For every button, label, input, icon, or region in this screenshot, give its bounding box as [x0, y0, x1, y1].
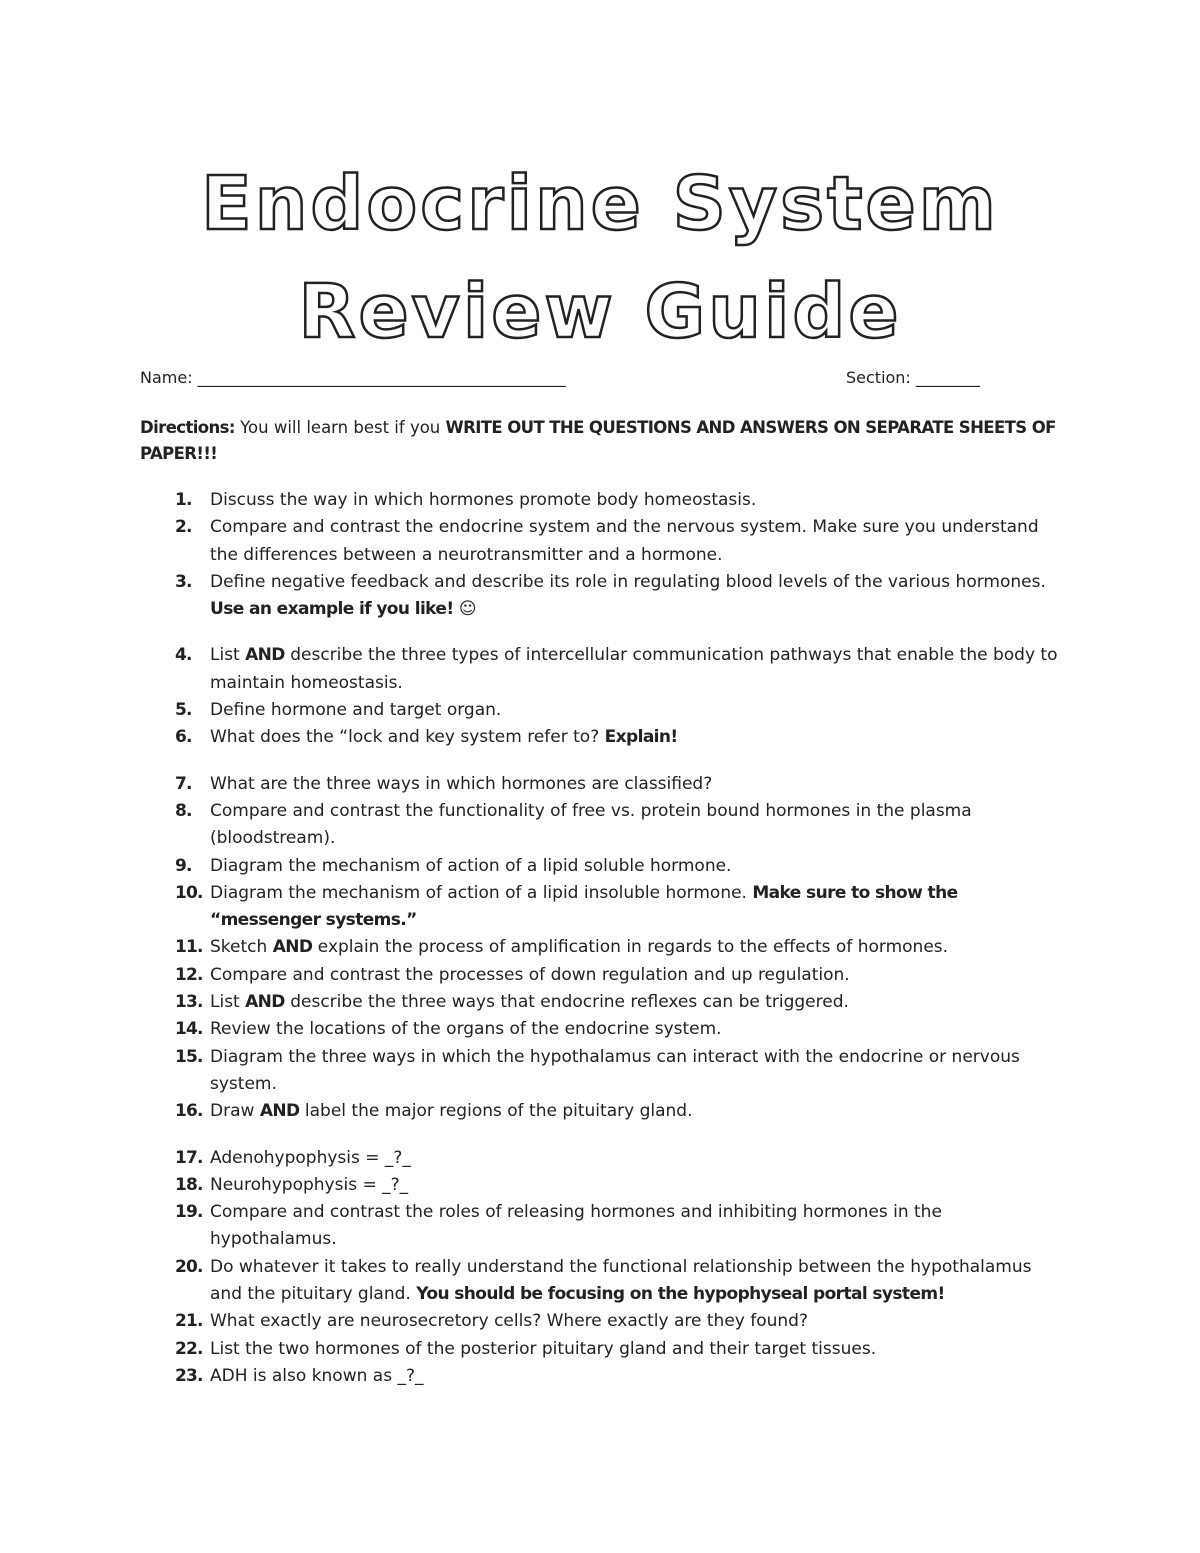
question-item — [140, 1145, 1060, 1172]
question-item — [140, 642, 1060, 697]
directions-label: Directions: — [140, 418, 235, 437]
question-number: 19. — [175, 1202, 203, 1223]
question-emphasis: AND — [272, 937, 313, 958]
question-text: List the two hormones of the posterior pituitary gland and their target tissues. — [210, 1338, 877, 1359]
directions-emphasis: WRITE OUT THE QUESTIONS AND ANSWERS ON SEPARATE SHEETS OF PAPER!!! — [140, 418, 1056, 463]
question-item — [140, 569, 1060, 624]
question-text: Compare and contrast the functionality of free vs. protein bound hormones in the plasma (bloodstream). — [210, 800, 972, 849]
question-number: 6. — [175, 727, 192, 748]
question-text: Review the locations of the organs of the endocrine system. — [210, 1019, 722, 1040]
question-number: 21. — [175, 1311, 203, 1332]
directions — [140, 415, 1070, 467]
question-number: 20. — [175, 1256, 203, 1277]
question-text: label the major regions of the pituitary gland. — [299, 1101, 693, 1122]
question-text: Discuss the way in which hormones promote body homeostasis. — [210, 490, 757, 510]
question-number: 5. — [175, 700, 192, 721]
question-text: Adenohypophysis = _?_ — [210, 1147, 411, 1168]
question-number: 7. — [175, 773, 192, 794]
question-number: 13. — [175, 992, 203, 1013]
title-line-1: Endocrine System — [201, 161, 999, 247]
question-number: 15. — [175, 1046, 203, 1067]
question-number: 9. — [175, 855, 192, 876]
question-emphasis: Explain! — [604, 727, 678, 748]
question-item — [140, 853, 1060, 880]
question-number: 12. — [175, 964, 203, 985]
question-item — [140, 989, 1060, 1016]
question-item — [140, 487, 1060, 514]
question-list — [140, 487, 1060, 1390]
name-field[interactable]: Name: ______________________________________________ — [140, 368, 566, 387]
question-number: 16. — [175, 1101, 203, 1122]
question-item — [140, 934, 1060, 961]
question-number: 4. — [175, 645, 192, 666]
question-text: describe the three types of intercellular communication pathways that enable the body to maintain homeostasis. — [210, 645, 1058, 693]
question-item — [140, 1308, 1060, 1335]
question-text: Draw — [210, 1101, 260, 1122]
question-item — [140, 1044, 1060, 1099]
question-text: Neurohypophysis = _?_ — [210, 1174, 409, 1195]
question-item — [140, 1098, 1060, 1125]
question-item — [140, 798, 1060, 853]
question-item — [140, 1172, 1060, 1199]
page-title — [0, 150, 1200, 366]
question-text: explain the process of amplification in regards to the effects of hormones. — [312, 937, 949, 958]
question-item — [140, 724, 1060, 751]
question-text: Compare and contrast the processes of down regulation and up regulation. — [210, 964, 850, 985]
question-emphasis: You should be focusing on the hypophyseal portal system! — [416, 1284, 945, 1305]
question-item — [140, 771, 1060, 798]
question-text: Sketch — [210, 937, 273, 958]
question-number: 23. — [175, 1365, 203, 1386]
question-text: Diagram the mechanism of action of a lipid soluble hormone. — [210, 855, 732, 876]
question-text: What are the three ways in which hormones are classified? — [210, 773, 713, 794]
question-emphasis: AND — [245, 992, 285, 1013]
question-text: Diagram the three ways in which the hypothalamus can interact with the endocrine or nervous system. — [210, 1046, 1020, 1094]
question-text: Define negative feedback and describe its role in regulating blood levels of the various hormones. — [210, 571, 1046, 592]
title-line-2: Review Guide — [298, 269, 902, 355]
question-item — [140, 1254, 1060, 1309]
question-emphasis: AND — [245, 645, 285, 666]
question-text: List — [210, 992, 246, 1013]
question-number: 8. — [175, 800, 192, 821]
question-item — [140, 880, 1060, 935]
question-text: ADH is also known as _?_ — [210, 1365, 424, 1386]
question-emphasis: Make sure to show the “messenger systems.” — [210, 882, 958, 931]
question-number: 18. — [175, 1174, 203, 1195]
question-text: Compare and contrast the roles of releasing hormones and inhibiting hormones in the hypothalamus. — [210, 1202, 942, 1250]
question-text: What exactly are neurosecretory cells? Where exactly are they found? — [210, 1311, 808, 1332]
question-text: Define hormone and target organ. — [210, 700, 502, 721]
question-item — [140, 1336, 1060, 1363]
question-number: 3. — [175, 571, 192, 592]
directions-text: You will learn best if you — [234, 418, 446, 437]
question-number: 17. — [175, 1147, 203, 1168]
question-item — [140, 514, 1060, 569]
question-item — [140, 1363, 1060, 1390]
question-item — [140, 1199, 1060, 1254]
question-text: Diagram the mechanism of action of a lipid insoluble hormone. — [210, 882, 753, 903]
question-emphasis: Use an example if you like! ☺ — [210, 599, 476, 620]
question-number: 22. — [175, 1338, 203, 1359]
section-field[interactable]: Section: ________ — [846, 368, 980, 387]
question-text: describe the three ways that endocrine reflexes can be triggered. — [284, 992, 849, 1013]
question-item — [140, 1016, 1060, 1043]
question-number: 1. — [175, 490, 192, 510]
name-section-row — [140, 368, 1060, 387]
question-number: 10. — [175, 882, 203, 903]
question-number: 11. — [175, 937, 203, 958]
question-number: 14. — [175, 1019, 203, 1040]
question-item — [140, 697, 1060, 724]
question-emphasis: AND — [259, 1101, 300, 1122]
question-number: 2. — [175, 517, 192, 538]
question-item — [140, 962, 1060, 989]
question-text: List — [210, 645, 246, 666]
question-text: What does the “lock and key system refer to? — [210, 727, 605, 748]
question-text: Compare and contrast the endocrine system and the nervous system. Make sure you understand the differences between a neurotransmitter and a hormone. — [210, 517, 1039, 565]
question-text: Do whatever it takes to really understand the functional relationship between the hypothalamus and the pituitary gland. — [210, 1256, 1032, 1305]
